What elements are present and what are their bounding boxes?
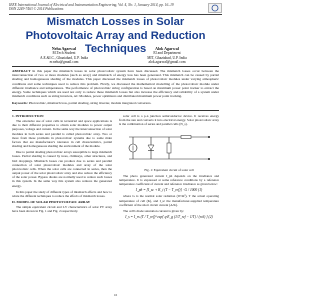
journal-logo-icon [208,3,222,13]
author-affiliation: MIT, Ghaziabad, U.P. India [147,55,187,60]
abstract-text: In this paper the mismatch losses in solar photovoltaic system have been discussed. The mismatch losses occur between the interconnection of two or more modules (such as array) and mismatch of energy loss has been generated. This mismatch can be caused by partial shading and homogeneous shading of the modules. This paper discussed the mismatch losses of photovoltaic modules under varying atmospheric conditions and some techniques used to reduce this problem. Firstly, we discussed the mathematical modelling of the photovoltaic module under different irradiance and temperatures. The performance of photovoltaic string configuration is based on maximum power point tracker to extract the energy. Some techniques which are used not only to reduce these mismatch losses but also increase the efficiency and reliability of a system under mismatch conditions such as string inverters, AC Modules, power optimizers and distributed maximum power point tracking. [12,69,219,99]
equivalent-circuit-figure [119,131,219,165]
intro-paragraph-2: Due to partial shading photovoltaic arrays susceptible to large mismatch losses. Partial shading is caused by trees, chimneys, other structures, and bird droppings. Mismatch losses can produce due to series and parallel connection of solar photovoltaic modules and array of the solar photovoltaic cells. When the solar cells are connected in series, then the output power of the solar photovoltaic array and also reduce the efficiency of the solar power. Bypass diodes are normally used to reduce such losses in this system. In the same way this system also reduces the generated energy. [12,150,112,188]
abstract-label: ABSTRACT [12,69,31,73]
equation-2: I_s = I_rs (T / T_ref)³ exp[ q·E_g (1/T_ref − 1/T) / (n·k) ] (2) [125,215,213,220]
author-name: Neha Agarwal [51,46,77,51]
author-name: Alok Agarwal [155,46,179,51]
author-block [20,47,211,65]
section-heading-introduction: 1. INTRODUCTION [12,114,44,118]
author-2 [123,47,211,65]
author-affiliation: A.E.&I.C., Ghaziabad, U.P. India [39,55,88,60]
abstract-top-rule [12,66,219,67]
header-rule [9,14,222,15]
keywords-text: Photovoltaic, mismatch loss, partial shading, string inverter, module integrated converters. [28,101,152,105]
journal-issn: ISSN 2249-7463 © 2014 Publications [9,7,64,12]
journal-citation: IEEE International Journal of Electrical and Instrumentation Engineering, Vol. 4, No. 1, January 2014, pp. 16–19 [9,3,174,7]
keywords [12,101,219,105]
equation-1: I_ph = [I_sc + K_i (T − T_ref)] · G / 1000 (1) [135,188,203,193]
model-paragraph-1: The simple equivalent circuit and I-V characteristics of solar PV array have been shown in Fig. 1 and Fig. 2 respectively. [12,205,112,214]
page-number: 16 [113,293,118,297]
abstract-bottom-rule [12,110,219,111]
right-equation-2-intro: The cell's diode saturation current is given by: [123,208,184,213]
paper-title: Mismatch Losses in Solar Photovoltaic Array and Reduction Techniques [25,16,206,55]
author-role: M.Tech Student [52,51,76,56]
author-email: alok.agarwal@gmail.com [148,60,186,65]
section-heading-model: II. MODEL OF SOLAR PHOTOVOLTAIC ARRAY [12,199,91,204]
left-column [12,114,112,215]
right-column [119,114,219,221]
abstract [12,69,219,98]
author-email: er.neha@gmail.com [49,60,79,65]
right-paragraph-2: The photo generated current I_ph depends on the irradiance and temperature. It is expressed at some reference conditions by a reference temperature coefficient of current and reference irradiance as given below: [119,173,219,187]
right-paragraph-3: where G is the normal solar radiation (W/m²), T the actual operating temperature of cell (K), and I_sc the manufacturer-supplied temperature coefficient of the short circuit current (A/K). [119,194,219,207]
keywords-label: Keywords: [12,101,28,105]
journal-header [9,3,222,15]
intro-paragraph-3: In this paper the study of different types of mismatch effects and how to relate the different techniques to reduce the effects of mismatch losses. [12,189,112,198]
right-paragraph-1: solar cell is a p-n junction semiconductor device. It receives energy from the sun and converts it into electrical energy. Solar photovoltaic array is the combination of series and parallel cells (N_s). [119,114,219,127]
figure-1-caption: Fig. 1: Equivalent circuit of solar cell [144,167,194,172]
author-1 [20,47,108,65]
intro-paragraph-1: The extensive use of solar cells in terrestrial and space applications is due to their different properties to obtain solar modules to power output purposes, voltage and current. In the same way the interconnection of solar modules in both series and parallel is called photovoltaic array. Two or more from these problems in photovoltaic systems due to some main factors that are manufacturer's tolerance in cell characteristics, partial shading and homogeneous shading the environment of the module. [12,119,112,149]
author-role: EI and Department [153,51,181,56]
